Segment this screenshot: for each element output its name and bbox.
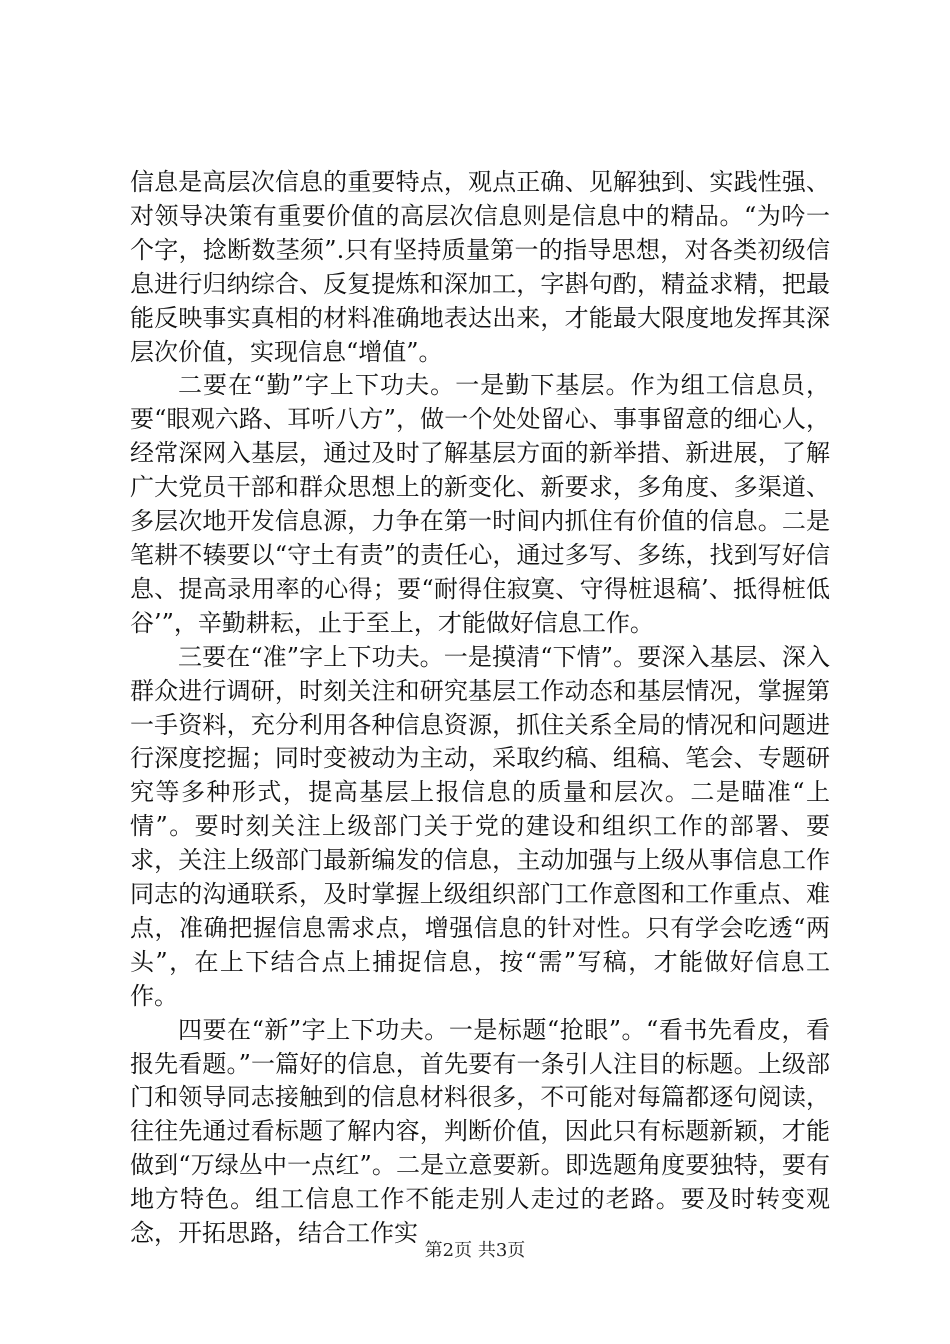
paragraph-1: 信息是高层次信息的重要特点，观点正确、见解独到、实践性强、对领导决策有重要价值的高层次信息则是信息中的精品。“为吟一个字，捻断数茎须”.只有坚持质量第一的指导思想，对各类初级信息进行归纳综合、反复提炼和深加工，字斟句酌，精益求精，把最能反映事实真相的材料准确地表达出来，才能最大限度地发挥其深层次价值，实现信息“增值”。 (130, 168, 830, 366)
paragraph-4: 四要在“新”字上下功夫。一是标题“抢眼”。“看书先看皮，看报先看题。”一篇好的信息，首先要有一条引人注目的标题。上级部门和领导同志接触到的信息材料很多，不可能对每篇都逐句阅读，往往先通过看标题了解内容，判断价值，因此只有标题新颖，才能做到“万绿丛中一点红”。二是立意要新。即选题角度要独特，要有地方特色。组工信息工作不能走别人走过的老路。要及时转变观念，开拓思路，结合工作实 (130, 1015, 830, 1248)
paragraph-3: 三要在“准”字上下功夫。一是摸清“下情”。要深入基层、深入群众进行调研，时刻关注和研究基层工作动态和基层情况，掌握第一手资料，充分利用各种信息资源，抓住关系全局的情况和问题进行深度挖掘；同时变被动为主动，采取约稿、组稿、笔会、专题研究等多种形式，提高基层上报信息的质量和层次。二是瞄准“上情”。要时刻关注上级部门关于党的建设和组织工作的部署、要求，关注上级部门最新编发的信息，主动加强与上级从事信息工作同志的沟通联系，及时掌握上级组织部门工作意图和工作重点、难点，准确把握信息需求点，增强信息的针对性。只有学会吃透“两头”，在上下结合点上捕捉信息，按“需”写稿，才能做好信息工作。 (130, 642, 830, 1010)
document-body (130, 166, 830, 1251)
paragraph-2: 二要在“勤”字上下功夫。一是勤下基层。作为组工信息员，要“眼观六路、耳听八方”，做一个处处留心、事事留意的细心人，经常深网入基层，通过及时了解基层方面的新举措、新进展，了解广大党员干部和群众思想上的新变化、新要求，多角度、多渠道、多层次地开发信息源，力争在第一时间内抓住有价值的信息。二是笔耕不辏要以“守土有责”的责任心，通过多写、多练，找到写好信息、提高录用率的心得；要“耐得住寂寞、守得桩退稿’、抵得桩低谷’”，辛勤耕耘，止于至上，才能做好信息工作。 (130, 371, 830, 637)
page-footer: 第2页 共3页 (424, 1240, 526, 1261)
